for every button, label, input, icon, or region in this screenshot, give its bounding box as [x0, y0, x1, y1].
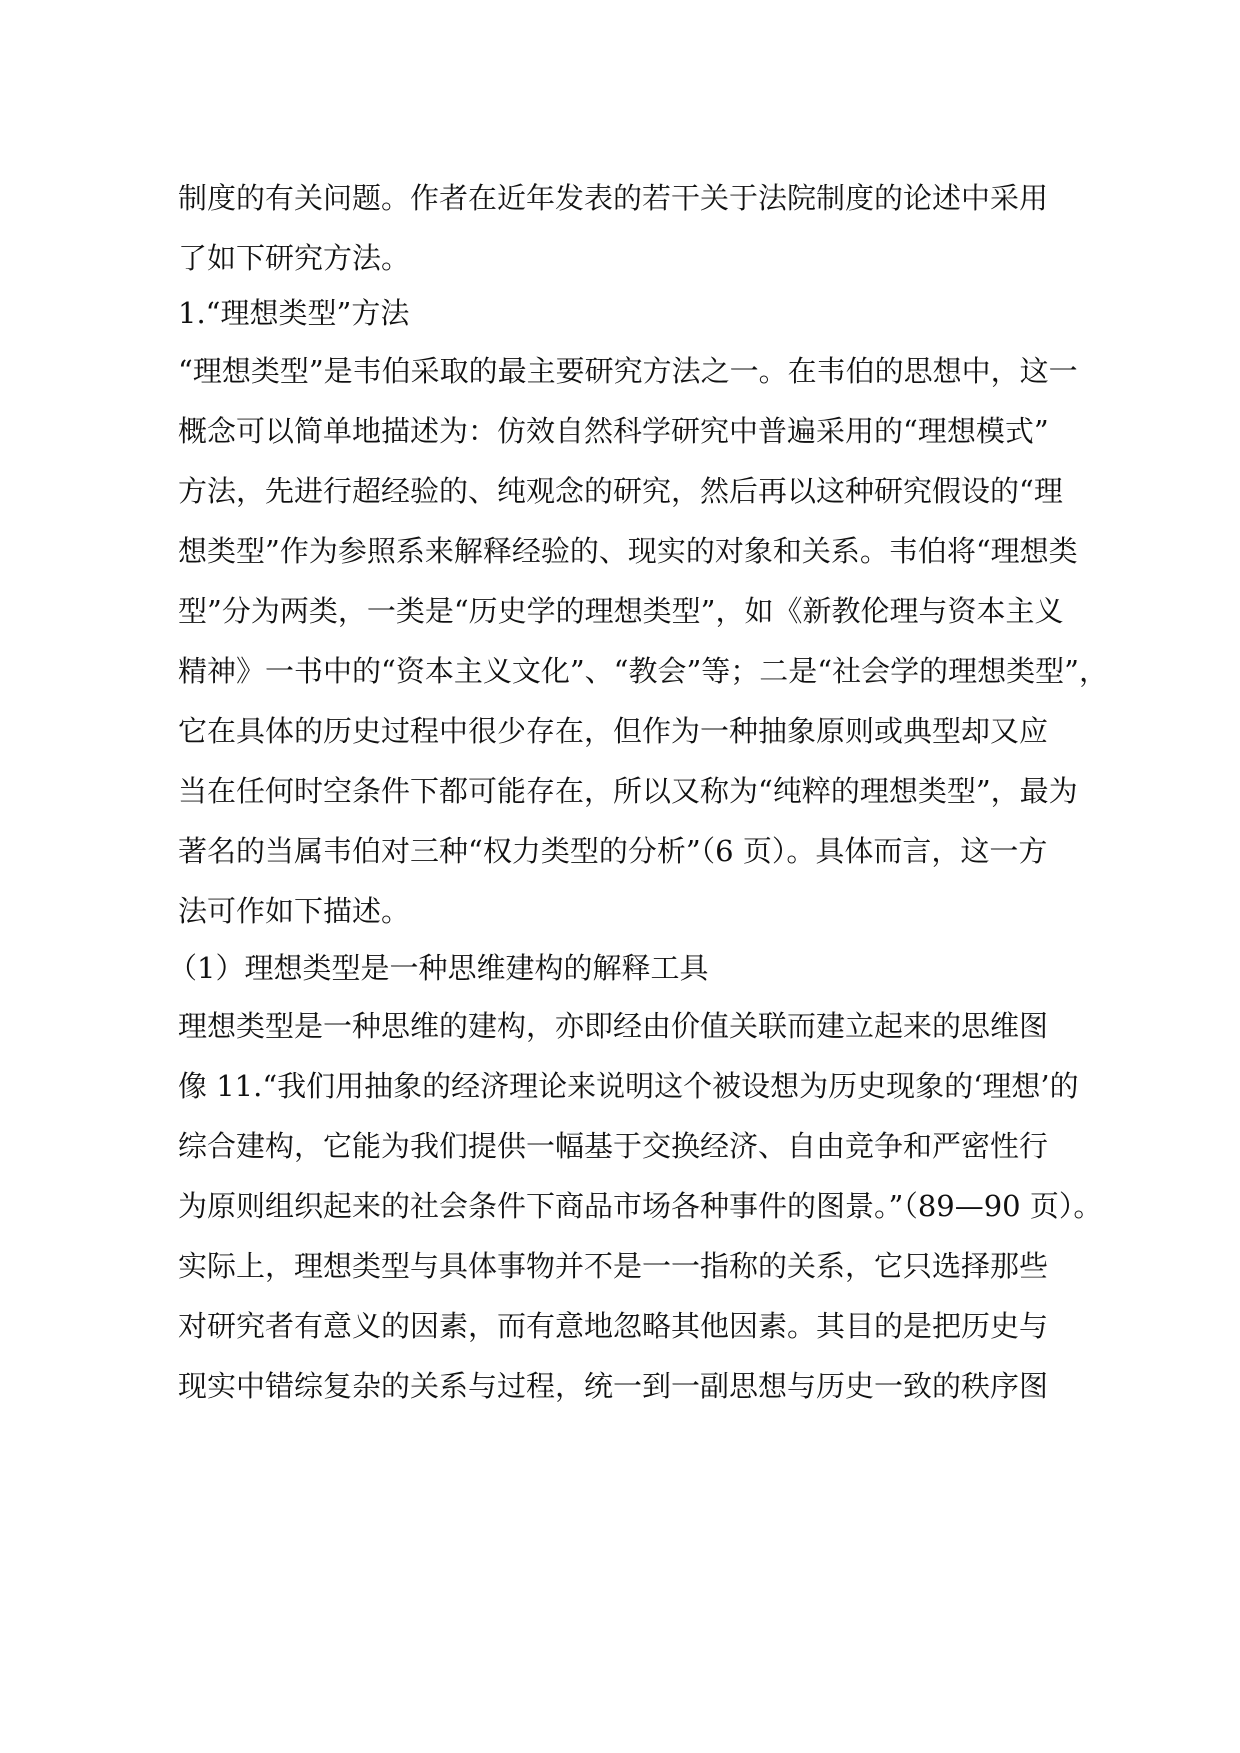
text-line-7: 想类型”作为参照系来解释经验的、现实的对象和关系。韦伯将“理想类	[178, 534, 1078, 568]
text-line-4: “理想类型”是韦伯采取的最主要研究方法之一。在韦伯的思想中，这一	[178, 354, 1078, 388]
text-line-12: 著名的当属韦伯对三种“权力类型的分析”（6 页）。具体而言，这一方	[178, 834, 1048, 868]
text-line-10: 它在具体的历史过程中很少存在，但作为一种抽象原则或典型却又应	[178, 714, 1049, 748]
text-line-6: 方法，先进行超经验的、纯观念的研究，然后再以这种研究假设的“理	[178, 474, 1063, 508]
text-line-15: 理想类型是一种思维的建构，亦即经由价值关联而建立起来的思维图	[178, 1009, 1049, 1043]
section-heading-ideal-type: 1.“理想类型”方法	[178, 296, 410, 330]
text-line-13: 法可作如下描述。	[178, 894, 411, 928]
text-line-18: 为原则组织起来的社会条件下商品市场各种事件的图景。”（89—90 页）。	[178, 1189, 1103, 1223]
text-line-5: 概念可以简单地描述为：仿效自然科学研究中普遍采用的“理想模式”	[178, 414, 1049, 448]
text-line-2: 了如下研究方法。	[178, 241, 411, 275]
text-line-16: 像 11.“我们用抽象的经济理论来说明这个被设想为历史现象的‘理想’的	[178, 1069, 1079, 1103]
text-line-20: 对研究者有意义的因素，而有意地忽略其他因素。其目的是把历史与	[178, 1309, 1049, 1343]
text-line-8: 型”分为两类，一类是“历史学的理想类型”，如《新教伦理与资本主义	[178, 594, 1064, 628]
text-line-9: 精神》一书中的“资本主义文化”、“教会”等；二是“社会学的理想类型”，	[178, 654, 1108, 688]
text-line-21: 现实中错综复杂的关系与过程，统一到一副思想与历史一致的秩序图	[178, 1369, 1049, 1403]
text-line-1: 制度的有关问题。作者在近年发表的若干关于法院制度的论述中采用	[178, 181, 1049, 215]
text-line-17: 综合建构，它能为我们提供一幅基于交换经济、自由竞争和严密性行	[178, 1129, 1049, 1163]
text-line-19: 实际上，理想类型与具体事物并不是一一指称的关系，它只选择那些	[178, 1249, 1049, 1283]
subsection-heading-1: （1）理想类型是一种思维建构的解释工具	[168, 951, 709, 985]
text-line-11: 当在任何时空条件下都可能存在，所以又称为“纯粹的理想类型”，最为	[178, 774, 1078, 808]
